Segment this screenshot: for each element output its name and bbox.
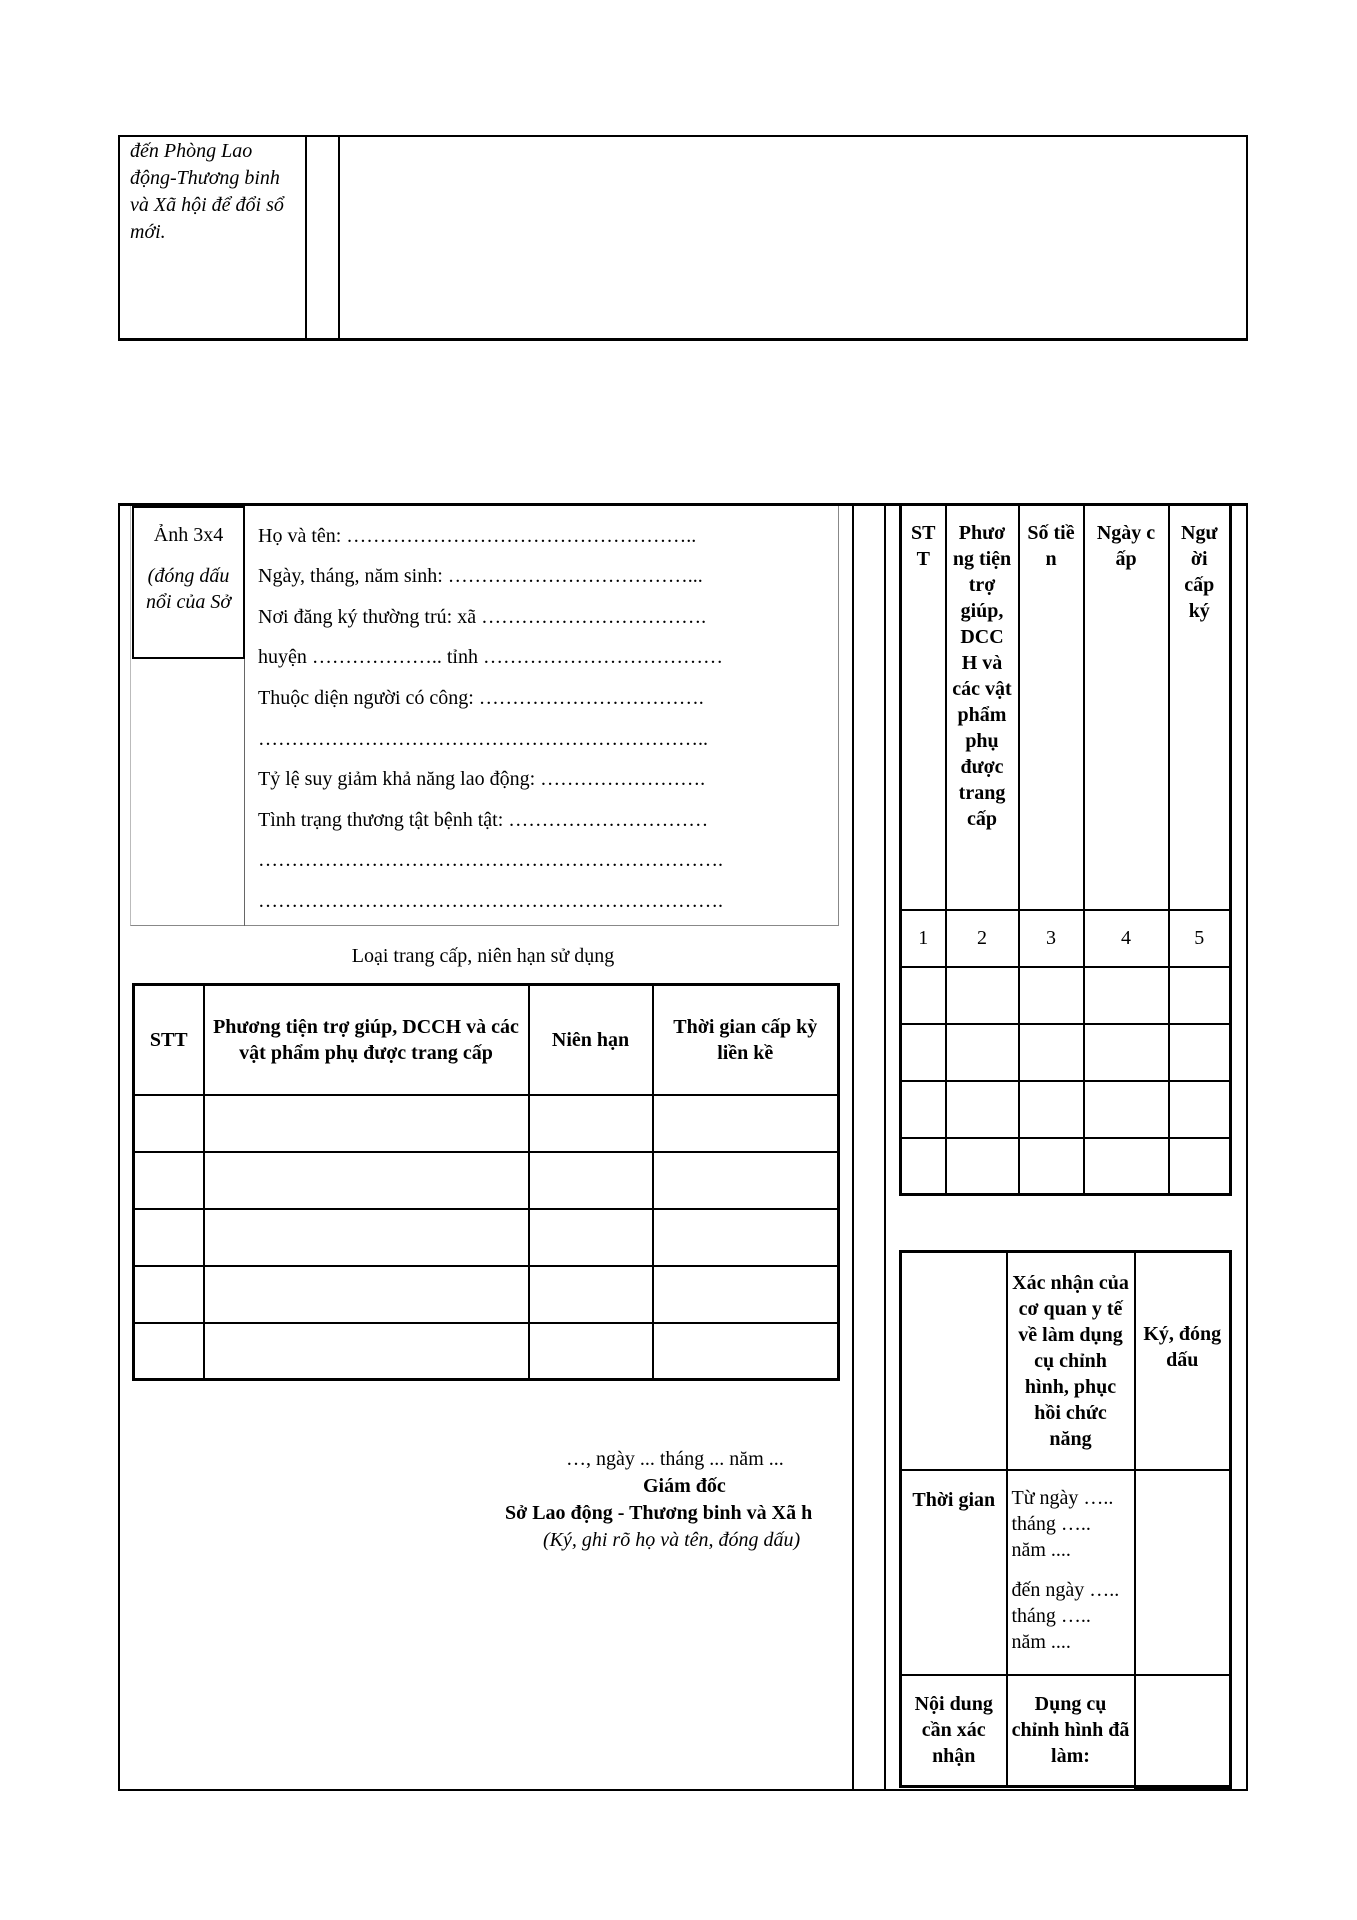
table-row: [134, 1323, 839, 1380]
field-injury-status-cont-1: …………………………………………………………….: [258, 849, 723, 871]
field-residence-district: huyện ……………….. tỉnh ………………………………: [258, 646, 723, 668]
issue-col-number-4: 4: [1084, 910, 1169, 967]
issue-header-stt: ST T: [901, 505, 946, 910]
confirm-time-range: [1007, 1470, 1135, 1675]
supply-table-caption: Loại trang cấp, niên hạn sử dụng: [351, 945, 615, 967]
field-merit-category: Thuộc diện người có công: …………………………….: [258, 687, 704, 709]
photo-label: Ảnh 3x4: [153, 524, 224, 546]
field-residence-commune: Nơi đăng ký thường trú: xã …………………………….: [258, 606, 707, 628]
supply-table: [132, 983, 840, 1381]
confirm-header-blank: [901, 1252, 1007, 1470]
confirm-time-sign: [1135, 1470, 1231, 1675]
confirm-table: [899, 1250, 1232, 1789]
confirm-from-date: Từ ngày ….. tháng ….. năm ....: [1011, 1486, 1114, 1561]
issue-header-amount: Số tiề n: [1019, 505, 1084, 910]
confirm-to-date: đến ngày ….. tháng ….. năm ....: [1011, 1578, 1120, 1653]
supply-header-stt: STT: [134, 985, 204, 1095]
confirm-content-label: Nội dung cần xác nhận: [901, 1675, 1007, 1787]
field-disability-rate: Tỷ lệ suy giảm khả năng lao động: …………………….: [258, 768, 706, 790]
supply-header-duration: Niên hạn: [529, 985, 653, 1095]
issue-table-header-row: [901, 505, 1231, 910]
table-row: [134, 1266, 839, 1323]
confirm-header-sign: Ký, đóng dấu: [1135, 1252, 1231, 1470]
supply-header-item: Phương tiện trợ giúp, DCCH và các vật phẩm phụ được trang cấp: [204, 985, 529, 1095]
supply-table-header-row: [134, 985, 839, 1095]
card-divider-2: [884, 503, 886, 1791]
card-divider-1: [852, 503, 854, 1791]
issue-col-number-5: 5: [1169, 910, 1231, 967]
photo-stamp-note: (đóng dấu nổi của Sở: [145, 565, 232, 613]
field-birth-date: Ngày, tháng, năm sinh: ………………………………...: [258, 565, 703, 587]
issue-number-row: [901, 910, 1231, 967]
signature-note: (Ký, ghi rõ họ và tên, đóng dấu): [543, 1529, 801, 1551]
issue-col-number-1: 1: [901, 910, 946, 967]
field-full-name: Họ và tên: ……………………………………………..: [258, 525, 697, 547]
issue-header-signer: Ngư ời cấp ký: [1169, 505, 1231, 910]
issue-col-number-3: 3: [1019, 910, 1084, 967]
confirm-header-confirm: Xác nhận của cơ quan y tế về làm dụng cụ chỉnh hình, phục hồi chức năng: [1007, 1252, 1135, 1470]
issue-header-item: Phươ ng tiện trợ giúp, DCC H và các vật phẩm phụ được trang cấp: [946, 505, 1019, 910]
confirm-time-label: Thời gian: [901, 1470, 1007, 1675]
top-box-note: đến Phòng Lao động-Thương binh và Xã hội để đổi sổ mới.: [130, 140, 284, 243]
table-row: [134, 1209, 839, 1266]
field-injury-status: Tình trạng thương tật bệnh tật: …………………………: [258, 809, 709, 831]
confirm-time-row: [901, 1470, 1231, 1675]
signature-org: Sở Lao động - Thương binh và Xã h: [505, 1502, 813, 1524]
supply-header-next-issue: Thời gian cấp kỳ liền kề: [653, 985, 839, 1095]
confirm-content-sign: [1135, 1675, 1231, 1787]
table-row: [901, 1081, 1231, 1138]
signature-date-line: …, ngày ... tháng ... năm ...: [566, 1448, 784, 1470]
table-row: [901, 967, 1231, 1024]
table-row: [134, 1152, 839, 1209]
top-box-divider-1: [305, 135, 307, 341]
issue-table: [899, 503, 1232, 1196]
field-injury-status-cont-2: …………………………………………………………….: [258, 890, 723, 912]
table-row: [901, 1138, 1231, 1195]
table-row: [901, 1024, 1231, 1081]
issue-col-number-2: 2: [946, 910, 1019, 967]
issue-header-issue-date: Ngày c ấp: [1084, 505, 1169, 910]
signature-title: Giám đốc: [643, 1475, 726, 1497]
field-merit-category-cont: …………………………………………………………..: [258, 728, 708, 750]
confirm-content-row: [901, 1675, 1231, 1787]
confirm-header-row: [901, 1252, 1231, 1470]
top-box-divider-2: [338, 135, 340, 341]
table-row: [134, 1095, 839, 1152]
confirm-content-value: Dụng cụ chỉnh hình đã làm:: [1007, 1675, 1135, 1787]
